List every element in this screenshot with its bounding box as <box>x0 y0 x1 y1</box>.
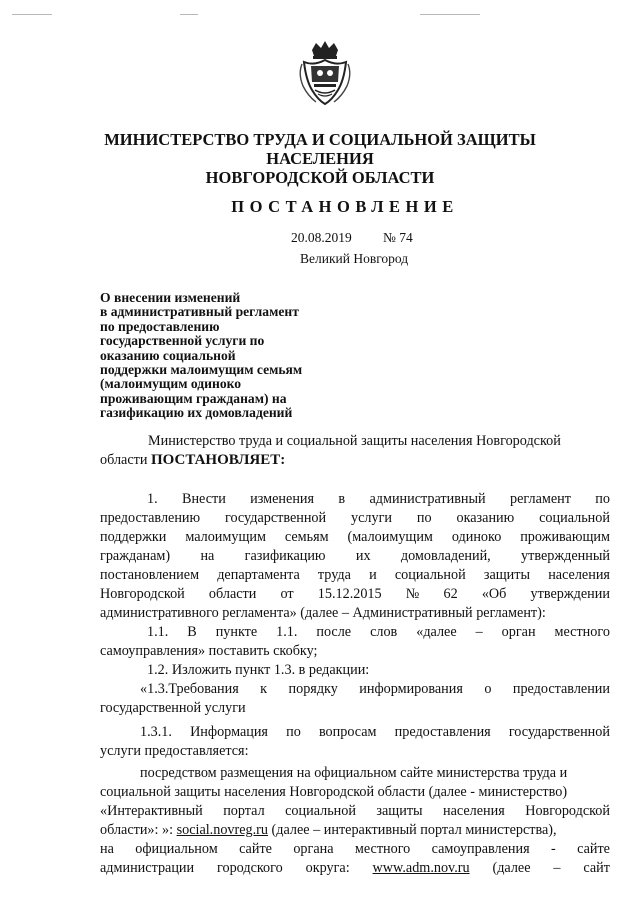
word: органа <box>293 841 334 857</box>
paragraph-line <box>100 821 610 840</box>
word: Информация <box>190 724 268 740</box>
word: на <box>200 548 215 564</box>
paragraph-text: области»: »: <box>100 822 177 838</box>
document-city: Великий Новгород <box>300 251 409 266</box>
word: (малоимущим <box>347 529 433 545</box>
word: информирования <box>359 681 463 697</box>
word: на <box>100 841 114 857</box>
word: 1.3.1. <box>140 724 172 740</box>
word: предоставлении <box>512 681 610 697</box>
word: слов <box>370 624 398 640</box>
word: социальной <box>394 567 466 583</box>
word: семьям <box>284 529 329 545</box>
word: после <box>316 624 352 640</box>
document-number: № 74 <box>383 230 413 245</box>
word: местного <box>354 841 411 857</box>
word: Новгородской <box>525 803 610 819</box>
preamble-line <box>100 451 610 470</box>
item-1-line <box>100 547 610 566</box>
word: 1. <box>147 491 158 507</box>
item-1-2-line: 1.2. Изложить пункт 1.3. в редакции: <box>147 662 370 678</box>
word: от <box>280 586 294 602</box>
word: к <box>260 681 268 697</box>
preamble-line: Министерство труда и социальной защиты населения Новгородской <box>148 433 561 449</box>
word: порядку <box>288 681 338 697</box>
word: государственной <box>508 724 610 740</box>
word: самоуправления <box>431 841 530 857</box>
word: округа: <box>305 860 350 876</box>
subject-line: государственной услуги по <box>100 333 265 349</box>
ministry-title <box>60 130 580 187</box>
word: № <box>405 586 420 602</box>
item-1-1-line <box>100 623 610 642</box>
document-date: 20.08.2019 <box>291 230 352 245</box>
word: по <box>286 724 301 740</box>
word: в <box>338 491 346 507</box>
word: изменения <box>250 491 315 507</box>
ministry-title-line: МИНИСТЕРСТВО ТРУДА И СОЦИАЛЬНОЙ ЗАЩИТЫ НАСЕЛЕНИЯ <box>104 130 536 168</box>
word: социальной <box>539 510 610 526</box>
preamble-text: области <box>100 452 151 468</box>
word: труда <box>317 567 351 583</box>
word: «далее <box>416 624 457 640</box>
word: защиты <box>376 803 423 819</box>
word: поддержки <box>100 529 167 545</box>
word: административный <box>369 491 486 507</box>
word: сайт <box>583 860 610 876</box>
item-1-line <box>100 490 610 509</box>
word: (далее <box>492 860 531 876</box>
subject-line: по предоставлению <box>100 318 220 334</box>
item-1-3-line: государственной услуги <box>100 700 246 716</box>
item-1-line <box>100 528 610 547</box>
word: – <box>553 860 561 876</box>
word: оказанию <box>456 510 515 526</box>
word: проживающим <box>520 529 610 545</box>
word: сайте <box>239 841 272 857</box>
item-1-line <box>100 585 610 604</box>
paragraph-line <box>100 802 610 821</box>
word: администрации <box>100 860 195 876</box>
paragraph-line <box>100 859 610 878</box>
word: портал <box>223 803 265 819</box>
administration-link[interactable]: www.adm.nov.ru <box>372 860 470 876</box>
word: одиноко <box>451 529 502 545</box>
word: 1.1. <box>147 624 169 640</box>
word: их <box>355 548 371 564</box>
word: «Об <box>481 586 507 602</box>
word: В <box>187 624 197 640</box>
word: гражданам) <box>100 548 171 564</box>
scan-speck <box>12 14 52 15</box>
subject-line: поддержки малоимущим семьям <box>100 362 303 378</box>
scan-speck <box>420 14 480 15</box>
subject-line: оказанию социальной <box>100 347 236 363</box>
item-1-3-1-line: услуги предоставляется: <box>100 743 249 759</box>
word: по <box>416 510 432 526</box>
word: орган <box>501 624 536 640</box>
word: «1.3.Требования <box>140 681 239 697</box>
subject-line: О внесении изменений <box>100 290 241 305</box>
word: населения <box>443 803 505 819</box>
word: и <box>369 567 377 583</box>
word: Внести <box>182 491 226 507</box>
word: пункте <box>215 624 258 640</box>
word: по <box>595 491 610 507</box>
item-1-line <box>100 509 610 528</box>
word: услуги <box>351 510 392 526</box>
document-subject <box>100 291 370 421</box>
resolves-keyword: ПОСТАНОВЛЯЕТ: <box>150 452 286 468</box>
word: государственной <box>225 510 327 526</box>
word: газификацию <box>244 548 326 564</box>
word: «Интерактивный <box>100 803 203 819</box>
word: области <box>208 586 257 602</box>
word: предоставления <box>394 724 491 740</box>
word: утверждении <box>530 586 610 602</box>
paragraph-line: социальной защиты населения Новгородской области (далее - министерство) <box>100 784 568 800</box>
subject-line: газификацию их домовладений <box>100 405 293 421</box>
word: городского <box>217 860 283 876</box>
word: регламент <box>510 491 571 507</box>
word: департамента <box>217 567 300 583</box>
item-1-3-1-line <box>100 723 610 742</box>
portal-link[interactable]: social.novreg.ru <box>176 822 268 838</box>
word: постановлением <box>100 567 200 583</box>
document-type: ПОСТАНОВЛЕНИЕ <box>231 197 459 216</box>
word: домовладений, <box>400 548 491 564</box>
item-1-line: административного регламента» (далее – Административный регламент): <box>100 605 546 621</box>
item-1-line <box>100 566 610 585</box>
preamble <box>100 432 610 470</box>
item-1-1-line: самоуправления» поставить скобку; <box>100 643 318 659</box>
word: местного <box>554 624 610 640</box>
word: защиты <box>483 567 531 583</box>
item-1-3-line <box>100 680 610 699</box>
word: малоимущим <box>185 529 266 545</box>
subject-line: в административный регламент <box>100 304 299 320</box>
word: населения <box>548 567 610 583</box>
subject-line: проживающим гражданам) на <box>100 390 287 406</box>
word: – <box>475 624 483 640</box>
word: утвержденный <box>521 548 610 564</box>
paragraph-text: (далее – интерактивный портал министерства), <box>268 822 557 838</box>
novgorod-coat-of-arms-icon <box>298 40 352 108</box>
word: предоставлению <box>100 510 201 526</box>
word: вопросам <box>318 724 377 740</box>
word: 15.12.2015 <box>317 586 382 602</box>
document-body <box>100 490 610 878</box>
paragraph-line <box>100 840 610 859</box>
word: 1.1. <box>276 624 298 640</box>
word: о <box>484 681 492 697</box>
word: официальном <box>135 841 218 857</box>
paragraph-line: посредством размещения на официальном сайте министерства труда и <box>140 765 568 781</box>
word: 62 <box>443 586 458 602</box>
scan-speck <box>180 14 198 15</box>
subject-line: (малоимущим одиноко <box>100 376 242 392</box>
word: - <box>551 841 556 857</box>
word: Новгородской <box>100 586 185 602</box>
ministry-title-line: НОВГОРОДСКОЙ ОБЛАСТИ <box>205 168 435 187</box>
word: социальной <box>285 803 356 819</box>
word: сайте <box>577 841 610 857</box>
